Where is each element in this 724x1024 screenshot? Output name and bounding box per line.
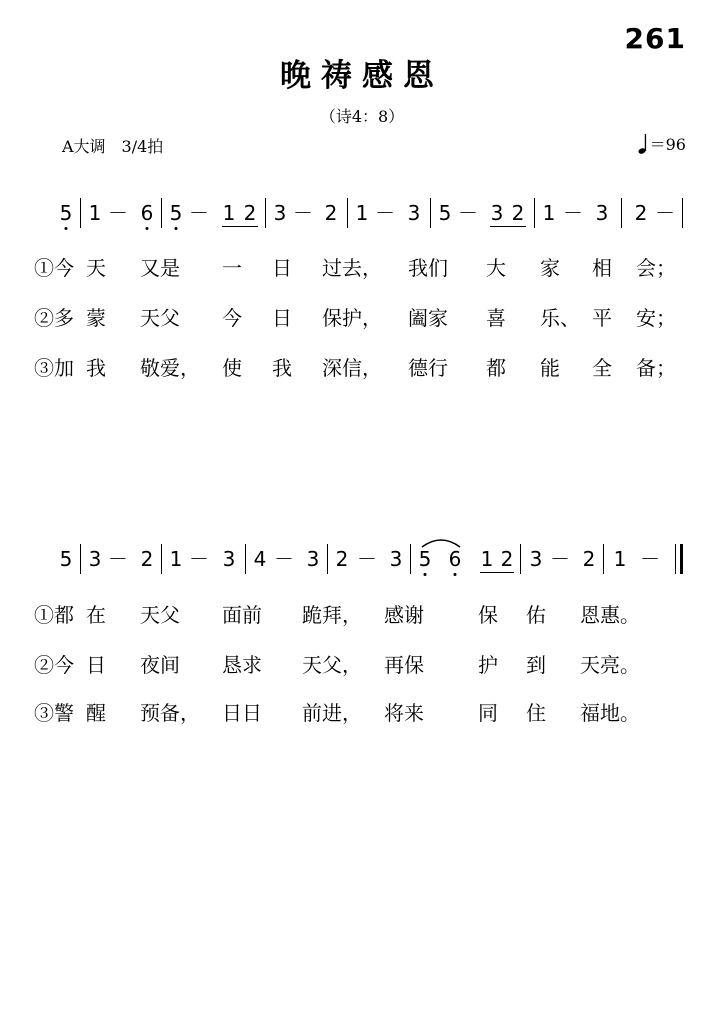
note: 1 bbox=[355, 201, 369, 225]
barline bbox=[603, 544, 604, 574]
lyric-syllable: 恩惠。 bbox=[580, 603, 640, 627]
dash: － bbox=[189, 201, 209, 225]
lyric-syllable: 乐、 bbox=[540, 306, 580, 330]
lyric-syllable: 全 bbox=[592, 356, 612, 380]
lyric-syllable: 福地。 bbox=[580, 701, 640, 725]
lyric-syllable: 预备， bbox=[140, 701, 200, 725]
lyric-syllable: 日 bbox=[272, 256, 292, 280]
note: 3 bbox=[88, 547, 102, 571]
note: 1 bbox=[542, 201, 556, 225]
lyric-syllable: 天父 bbox=[140, 603, 180, 627]
note: 3 bbox=[273, 201, 287, 225]
lyric-syllable: 敬爱， bbox=[140, 356, 200, 380]
note: 4 bbox=[253, 547, 267, 571]
tempo-value: ＝96 bbox=[649, 135, 686, 154]
dash: － bbox=[108, 201, 128, 225]
note: 6 bbox=[140, 201, 154, 225]
lyric-syllable: 深信， bbox=[322, 356, 382, 380]
lyric-syllable: 天父 bbox=[140, 306, 180, 330]
note: 5 bbox=[169, 201, 183, 225]
barline bbox=[682, 198, 683, 228]
lyric-syllable: 备； bbox=[636, 356, 676, 380]
dash: － bbox=[274, 547, 294, 571]
lyric-syllable: 我 bbox=[272, 356, 292, 380]
eighth-underline bbox=[222, 226, 258, 227]
note: 2 bbox=[140, 547, 154, 571]
lyric-syllable: 阖家 bbox=[408, 306, 448, 330]
lyric-syllable: 会； bbox=[636, 256, 676, 280]
note: 1 bbox=[169, 547, 183, 571]
barline bbox=[410, 544, 411, 574]
lyric-syllable: 护 bbox=[478, 653, 498, 677]
lyric-syllable: 日 bbox=[86, 653, 106, 677]
dash: － bbox=[293, 201, 313, 225]
lyric-syllable: 一 bbox=[222, 256, 242, 280]
tempo-marking bbox=[638, 132, 686, 155]
lyric-syllable: 住 bbox=[526, 701, 546, 725]
dash: － bbox=[563, 201, 583, 225]
note: 5 bbox=[418, 547, 432, 571]
lyric-line-3 bbox=[0, 352, 724, 380]
barline bbox=[347, 198, 348, 228]
note: 3 bbox=[490, 201, 504, 225]
lyric-syllable: ①都 bbox=[34, 603, 74, 627]
lyric-syllable: 又是 bbox=[140, 256, 180, 280]
lyric-syllable: 我 bbox=[86, 356, 106, 380]
note: 1 bbox=[88, 201, 102, 225]
lyric-syllable: ②多 bbox=[34, 306, 74, 330]
note: 3 bbox=[389, 547, 403, 571]
lyric-syllable: 同 bbox=[478, 701, 498, 725]
barline bbox=[80, 198, 81, 228]
note: 2 bbox=[500, 547, 514, 571]
lyric-syllable: 跪拜， bbox=[302, 603, 362, 627]
lyric-line-6 bbox=[0, 697, 724, 725]
dash: － bbox=[375, 201, 395, 225]
notation-staff-2 bbox=[0, 541, 724, 581]
dash: － bbox=[108, 547, 128, 571]
note: 3 bbox=[407, 201, 421, 225]
lyric-syllable: 平 bbox=[592, 306, 612, 330]
lyric-line-1 bbox=[0, 252, 724, 280]
barline bbox=[621, 198, 622, 228]
lyric-line-4 bbox=[0, 599, 724, 627]
octave-dot bbox=[65, 227, 68, 230]
lyric-syllable: 相 bbox=[592, 256, 612, 280]
dash: － bbox=[458, 201, 478, 225]
lyric-syllable: 佑 bbox=[526, 603, 546, 627]
lyric-syllable: 使 bbox=[222, 356, 242, 380]
octave-dot bbox=[424, 573, 427, 576]
lyric-syllable: 面前 bbox=[222, 603, 262, 627]
lyric-line-2 bbox=[0, 302, 724, 330]
lyric-syllable: 过去， bbox=[322, 256, 382, 280]
octave-dot bbox=[146, 227, 149, 230]
note: 3 bbox=[222, 547, 236, 571]
note: 3 bbox=[306, 547, 320, 571]
lyric-syllable: 感谢 bbox=[384, 603, 424, 627]
octave-dot bbox=[454, 573, 457, 576]
eighth-underline bbox=[490, 226, 526, 227]
lyric-syllable: 日日 bbox=[222, 701, 262, 725]
barline bbox=[161, 198, 162, 228]
barline bbox=[430, 198, 431, 228]
note: 5 bbox=[59, 547, 73, 571]
lyric-syllable: 再保 bbox=[384, 653, 424, 677]
note: 1 bbox=[222, 201, 236, 225]
barline bbox=[245, 544, 246, 574]
lyric-syllable: 都 bbox=[486, 356, 506, 380]
lyric-syllable: 恳求 bbox=[222, 653, 262, 677]
lyric-syllable: 在 bbox=[86, 603, 106, 627]
lyric-syllable: 夜间 bbox=[140, 653, 180, 677]
dash: － bbox=[357, 547, 377, 571]
note: 5 bbox=[438, 201, 452, 225]
page-title: 晚祷感恩 bbox=[280, 58, 444, 94]
octave-dot bbox=[175, 227, 178, 230]
lyric-line-5 bbox=[0, 649, 724, 677]
lyric-syllable: 到 bbox=[526, 653, 546, 677]
key-and-meter: A大调 3/4拍 bbox=[62, 137, 164, 156]
lyric-syllable: 德行 bbox=[408, 356, 448, 380]
eighth-underline bbox=[480, 572, 514, 573]
lyric-syllable: 将来 bbox=[384, 701, 424, 725]
note: 2 bbox=[511, 201, 525, 225]
notation-staff-1 bbox=[0, 195, 724, 235]
lyric-syllable: 大 bbox=[486, 256, 506, 280]
scripture-reference: （诗4：8） bbox=[319, 107, 405, 126]
lyric-syllable: ①今 bbox=[34, 256, 74, 280]
lyric-syllable: 家 bbox=[540, 256, 560, 280]
note: 2 bbox=[243, 201, 257, 225]
barline bbox=[327, 544, 328, 574]
note: 2 bbox=[324, 201, 338, 225]
quarter-note-icon bbox=[638, 133, 648, 155]
dash: － bbox=[189, 547, 209, 571]
barline bbox=[534, 198, 535, 228]
lyric-syllable: 醒 bbox=[86, 701, 106, 725]
note: 2 bbox=[335, 547, 349, 571]
note: 1 bbox=[613, 547, 627, 571]
lyric-syllable: 天 bbox=[86, 256, 106, 280]
lyric-syllable: 前进， bbox=[302, 701, 362, 725]
note: 2 bbox=[582, 547, 596, 571]
final-barline-thick bbox=[680, 544, 683, 574]
barline bbox=[520, 544, 521, 574]
note: 6 bbox=[448, 547, 462, 571]
lyric-syllable: 保 bbox=[478, 603, 498, 627]
tie-arc bbox=[420, 535, 462, 549]
barline bbox=[80, 544, 81, 574]
lyric-syllable: 天父， bbox=[302, 653, 362, 677]
lyric-syllable: 我们 bbox=[408, 256, 448, 280]
note: 2 bbox=[634, 201, 648, 225]
lyric-syllable: ③警 bbox=[34, 701, 74, 725]
lyric-syllable: 保护， bbox=[322, 306, 382, 330]
note: 1 bbox=[480, 547, 494, 571]
barline bbox=[161, 544, 162, 574]
lyric-syllable: ②今 bbox=[34, 653, 74, 677]
note: 3 bbox=[595, 201, 609, 225]
lyric-syllable: 安； bbox=[636, 306, 676, 330]
note: 3 bbox=[529, 547, 543, 571]
lyric-syllable: 天亮。 bbox=[580, 653, 640, 677]
hymn-number: 261 bbox=[624, 22, 686, 55]
lyric-syllable: 日 bbox=[272, 306, 292, 330]
dash: － bbox=[550, 547, 570, 571]
dash: － bbox=[640, 547, 660, 571]
note: 5 bbox=[59, 201, 73, 225]
final-barline-thin bbox=[675, 544, 676, 574]
barline bbox=[265, 198, 266, 228]
lyric-syllable: 能 bbox=[540, 356, 560, 380]
lyric-syllable: ③加 bbox=[34, 356, 74, 380]
lyric-syllable: 今 bbox=[222, 306, 242, 330]
lyric-syllable: 蒙 bbox=[86, 306, 106, 330]
dash: － bbox=[655, 201, 675, 225]
lyric-syllable: 喜 bbox=[486, 306, 506, 330]
